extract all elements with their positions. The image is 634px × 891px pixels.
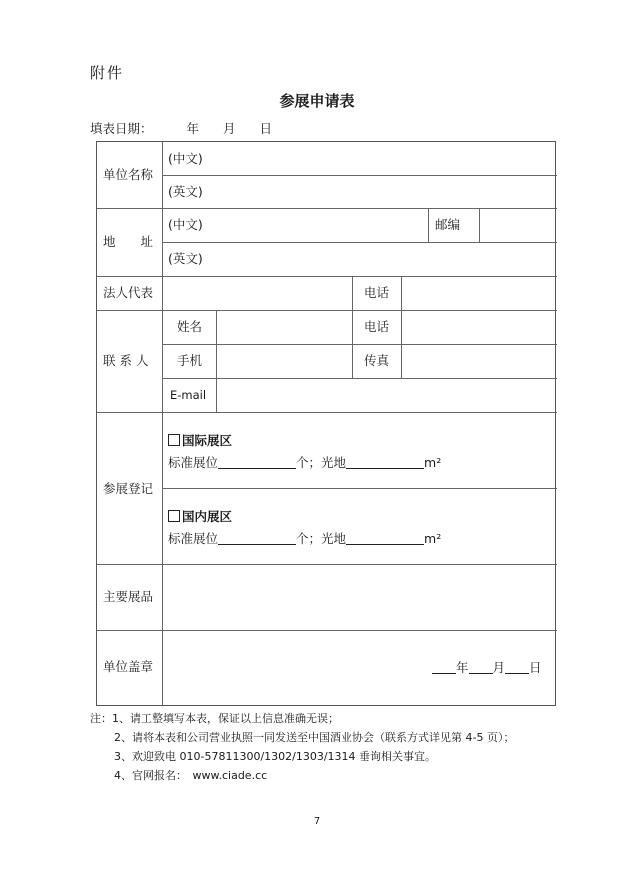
raw-space-blank[interactable] <box>346 530 424 545</box>
fill-date-line <box>90 119 272 137</box>
checkbox-icon <box>168 510 180 522</box>
contact-name-label: 姓名 <box>177 319 203 334</box>
booth-count-blank[interactable] <box>218 530 296 545</box>
contact-label: 联 系 人 <box>103 353 149 368</box>
registration-label: 参展登记 <box>103 481 154 496</box>
fill-date-year: 年 <box>186 121 200 136</box>
note-4: 4、官网报名： www.ciade.cc <box>114 769 268 782</box>
address-chinese-field[interactable]: (中文) <box>168 217 203 232</box>
note-3: 3、欢迎致电 010-57811300/1302/1303/1314 垂询相关事宜。 <box>114 750 437 763</box>
fill-date-label: 填表日期： <box>90 121 153 136</box>
page-title: 参展申请表 <box>279 92 355 110</box>
seal-day-blank[interactable] <box>505 659 529 674</box>
booth-count-blank[interactable] <box>218 454 296 469</box>
application-form <box>96 141 556 706</box>
contact-email-label: E-mail <box>170 388 207 402</box>
international-booth-line: 标准展位 个；光地 m² <box>168 455 442 470</box>
attachment-label: 附件 <box>90 64 125 82</box>
domestic-booth-line: 标准展位 个；光地 m² <box>168 531 442 546</box>
address-english-field[interactable]: (英文) <box>168 251 203 266</box>
notes <box>90 709 514 785</box>
seal-label: 单位盖章 <box>103 659 154 674</box>
postcode-label: 邮编 <box>435 217 461 232</box>
unit-name-english-field[interactable]: (英文) <box>168 184 203 199</box>
domestic-zone-option[interactable]: 国内展区 <box>168 509 232 525</box>
note-1: 注：1、请工整填写本表，保证以上信息准确无误； <box>90 712 339 725</box>
seal-month-blank[interactable] <box>469 659 493 674</box>
unit-name-chinese-field[interactable]: (中文) <box>168 151 203 166</box>
contact-fax-label: 传真 <box>364 353 390 368</box>
contact-mobile-label: 手机 <box>177 353 203 368</box>
note-2: 2、请将本表和公司营业执照一同发送至中国酒业协会（联系方式详见第 4-5 页）； <box>114 731 515 744</box>
international-zone-option[interactable]: 国际展区 <box>168 433 232 449</box>
fill-date-month: 月 <box>223 121 236 136</box>
legal-rep-label: 法人代表 <box>103 285 154 300</box>
raw-space-blank[interactable] <box>346 454 424 469</box>
main-exhibits-label: 主要展品 <box>103 589 154 604</box>
checkbox-icon <box>168 434 180 446</box>
legal-rep-phone-label: 电话 <box>364 285 390 300</box>
unit-name-label: 单位名称 <box>103 167 154 182</box>
fill-date-day: 日 <box>259 121 273 136</box>
seal-year-blank[interactable] <box>432 659 456 674</box>
seal-date-line: 年 月 日 <box>432 659 542 676</box>
contact-phone-label: 电话 <box>364 319 390 334</box>
address-label: 地 址 <box>103 234 154 249</box>
page-number: 7 <box>313 816 321 827</box>
